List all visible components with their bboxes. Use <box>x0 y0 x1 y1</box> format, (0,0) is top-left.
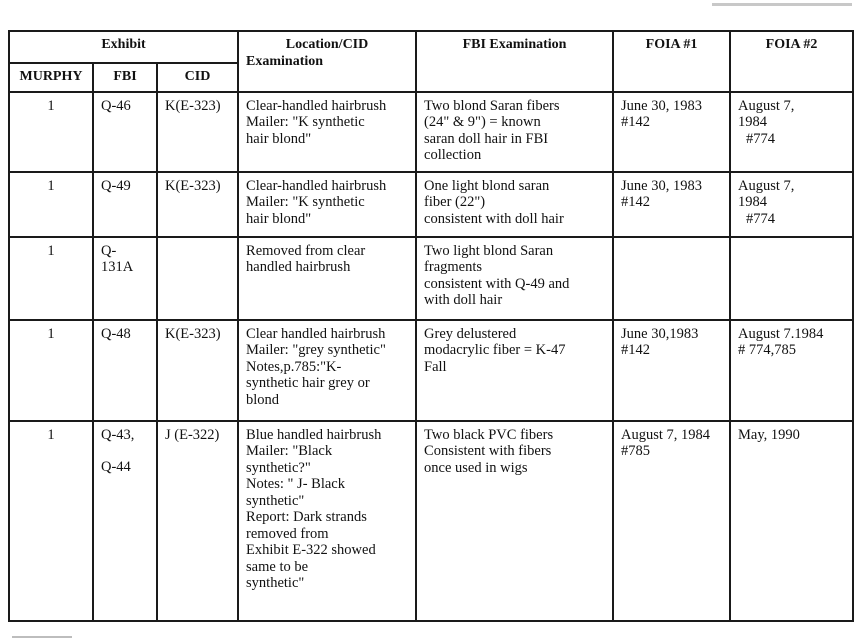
murphy-cell: 1 <box>9 172 93 237</box>
exam-line: Grey delustered <box>424 325 517 342</box>
fbi-id: 131A <box>101 259 134 275</box>
exam-line: consistent with doll hair <box>424 210 564 227</box>
foia1-line: June 30,1983 <box>621 325 699 342</box>
table-row <box>9 92 853 172</box>
location-cell <box>238 172 416 237</box>
location-line: Mailer: "Black <box>246 443 333 459</box>
foia1-line: #142 <box>621 194 651 210</box>
fbi-cell <box>93 92 157 172</box>
foia2-cell <box>730 172 853 237</box>
fbi-id: Q- <box>101 242 117 259</box>
exam-cell <box>416 320 613 421</box>
fbi-cell <box>93 320 157 421</box>
murphy-cell: 1 <box>9 421 93 621</box>
scan-artifact-bottom <box>12 636 72 638</box>
cid-cell <box>157 237 238 320</box>
murphy-cell: 1 <box>9 320 93 421</box>
foia1-line: June 30, 1983 <box>621 177 702 194</box>
exam-line: saran doll hair in FBI <box>424 130 549 147</box>
exam-line: modacrylic fiber = K-47 <box>424 342 566 358</box>
exam-line: Fall <box>424 358 447 375</box>
foia1-cell <box>613 172 730 237</box>
location-line: removed from <box>246 525 329 542</box>
exam-cell <box>416 172 613 237</box>
fbi-cell <box>93 237 157 320</box>
foia1-cell <box>613 421 730 621</box>
foia2-cell <box>730 421 853 621</box>
table-row <box>9 172 853 237</box>
foia2-line: May, 1990 <box>738 426 800 443</box>
location-line: Clear handled hairbrush <box>246 325 386 342</box>
location-line: synthetic" <box>246 575 305 591</box>
location-header-line-2: Examination <box>246 53 324 69</box>
murphy-cell: 1 <box>9 92 93 172</box>
fbi-id: Q-44 <box>101 459 131 475</box>
foia1-cell <box>613 320 730 421</box>
foia1-line: August 7, 1984 <box>621 426 711 443</box>
table-row <box>9 421 853 621</box>
foia2-cell <box>730 92 853 172</box>
location-line: Exhibit E-322 showed <box>246 542 376 558</box>
evidence-table <box>8 30 854 622</box>
location-line: Mailer: "grey synthetic" <box>246 342 386 358</box>
location-line: Notes: " J- Black <box>246 476 345 492</box>
table-row <box>9 320 853 421</box>
scan-artifact-top <box>712 3 852 6</box>
fbi-id: Q-48 <box>101 325 131 342</box>
location-line: handled hairbrush <box>246 259 351 275</box>
table-row <box>9 237 853 320</box>
location-line: Mailer: "K synthetic <box>246 114 365 130</box>
location-line: Removed from clear <box>246 242 366 259</box>
fbi-id: Q-43, <box>101 426 135 443</box>
foia1-line: #785 <box>621 443 651 459</box>
exam-line: Two blond Saran fibers <box>424 97 560 114</box>
fbi-id: Q-46 <box>101 97 131 114</box>
exam-line: One light blond saran <box>424 177 550 194</box>
exam-line: fragments <box>424 259 483 275</box>
exam-cell <box>416 92 613 172</box>
foia1-line: #142 <box>621 342 651 358</box>
location-cell <box>238 320 416 421</box>
foia1-header: FOIA #1 <box>613 31 730 92</box>
location-line: Report: Dark strands <box>246 509 367 525</box>
location-cell <box>238 237 416 320</box>
exam-line: Consistent with fibers <box>424 443 552 459</box>
location-line: synthetic hair grey or <box>246 375 370 391</box>
fbi-id: Q-49 <box>101 177 131 194</box>
foia2-cell <box>730 320 853 421</box>
location-line: synthetic" <box>246 492 305 509</box>
cid-cell: K(E-323) <box>157 92 238 172</box>
exam-line: (24" & 9") = known <box>424 114 541 130</box>
location-line: same to be <box>246 558 309 575</box>
foia1-cell <box>613 237 730 320</box>
location-line: Blue handled hairbrush <box>246 426 382 443</box>
location-line: Clear-handled hairbrush <box>246 97 387 114</box>
fbi-cell <box>93 172 157 237</box>
foia2-line: August 7, <box>738 97 795 114</box>
fbi-cell <box>93 421 157 621</box>
fbi-header: FBI <box>93 63 157 92</box>
location-line: synthetic?" <box>246 459 311 476</box>
location-line: Notes,p.785:"K- <box>246 358 342 375</box>
exam-line: with doll hair <box>424 292 503 308</box>
exam-line: Two light blond Saran <box>424 242 554 259</box>
location-header-line-1: Location/CID <box>285 37 369 52</box>
murphy-cell: 1 <box>9 237 93 320</box>
cid-cell: K(E-323) <box>157 172 238 237</box>
location-cell <box>238 421 416 621</box>
exam-line: once used in wigs <box>424 459 528 476</box>
foia1-cell <box>613 92 730 172</box>
foia1-line: #142 <box>621 114 651 130</box>
foia2-line: #774 <box>746 210 776 227</box>
cid-cell: K(E-323) <box>157 320 238 421</box>
foia2-header: FOIA #2 <box>730 31 853 92</box>
cid-header: CID <box>157 63 238 92</box>
location-line: Clear-handled hairbrush <box>246 177 387 194</box>
murphy-header: MURPHY <box>9 63 93 92</box>
location-line: Mailer: "K synthetic <box>246 194 365 210</box>
exam-line: fiber (22") <box>424 194 486 210</box>
foia2-line: 1984 <box>738 194 768 210</box>
foia2-line: August 7.1984 <box>738 325 824 342</box>
fbi-exam-header: FBI Examination <box>416 31 613 92</box>
exhibit-header: Exhibit <box>9 31 238 63</box>
location-header <box>238 31 416 92</box>
foia2-line: #774 <box>746 130 776 147</box>
location-line: blond <box>246 391 280 408</box>
foia1-line: June 30, 1983 <box>621 97 702 114</box>
foia2-line: # 774,785 <box>738 342 797 358</box>
location-line: hair blond" <box>246 210 312 227</box>
exam-line: consistent with Q-49 and <box>424 275 570 292</box>
exam-cell <box>416 237 613 320</box>
exam-line: Two black PVC fibers <box>424 426 554 443</box>
location-cell <box>238 92 416 172</box>
location-line: hair blond" <box>246 130 312 147</box>
cid-cell: J (E-322) <box>157 421 238 621</box>
foia2-line: 1984 <box>738 114 768 130</box>
exam-cell <box>416 421 613 621</box>
foia2-cell <box>730 237 853 320</box>
foia2-line: August 7, <box>738 177 795 194</box>
exam-line: collection <box>424 147 482 163</box>
